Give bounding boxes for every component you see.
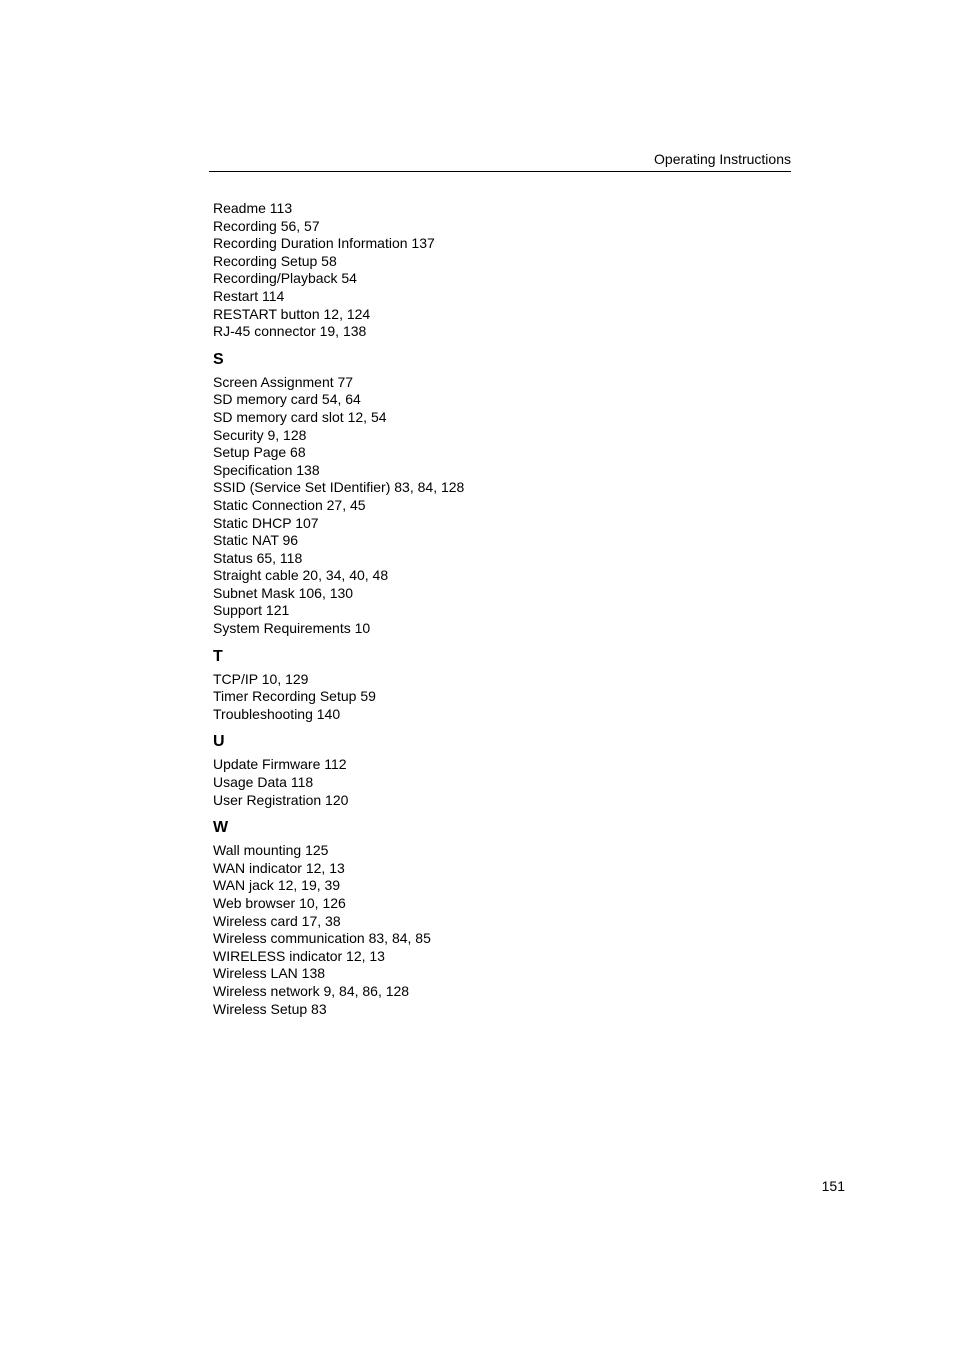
entry-list-w	[213, 842, 773, 1018]
document-title: Operating Instructions	[654, 151, 791, 167]
index-entry: User Registration 120	[213, 791, 349, 808]
index-entry: WIRELESS indicator 12, 13	[213, 947, 385, 964]
index-entry: Subnet Mask 106, 130	[213, 584, 354, 601]
index-section-r	[213, 200, 773, 341]
index-entry: Straight cable 20, 34, 40, 48	[213, 567, 389, 584]
index-entry: Troubleshooting 140	[213, 705, 341, 722]
index-entry: Wall mounting 125	[213, 842, 329, 859]
index-entry: Wireless LAN 138	[213, 965, 326, 982]
index-entry: WAN indicator 12, 13	[213, 859, 345, 876]
index-entry: Screen Assignment 77	[213, 373, 354, 390]
entry-list-u	[213, 756, 773, 809]
index-section-w	[213, 819, 773, 1018]
index-entry: Web browser 10, 126	[213, 895, 346, 911]
index-entry: Wireless communication 83, 84, 85	[213, 930, 431, 947]
index-entry: Readme 113	[213, 200, 293, 216]
index-entry: RJ-45 connector 19, 138	[213, 323, 367, 340]
index-body	[213, 200, 773, 1018]
section-letter-u: U	[213, 733, 225, 751]
index-entry: Recording Setup 58	[213, 252, 337, 269]
section-letter-w: W	[213, 819, 229, 837]
index-entry: WAN jack 12, 19, 39	[213, 877, 341, 894]
index-entry: Recording/Playback 54	[213, 270, 357, 287]
index-section-u	[213, 733, 773, 809]
entry-list-t	[213, 671, 773, 724]
index-entry: Wireless Setup 83	[213, 1000, 327, 1017]
index-entry: Recording 56, 57	[213, 217, 320, 234]
index-entry: Setup Page 68	[213, 444, 306, 461]
index-entry: RESTART button 12, 124	[213, 305, 371, 322]
index-section-t	[213, 648, 773, 724]
index-entry: Status 65, 118	[213, 549, 303, 566]
index-entry: Specification 138	[213, 461, 320, 478]
index-entry: Wireless card 17, 38	[213, 912, 341, 929]
page-number: 151	[821, 1178, 845, 1194]
index-entry: Static Connection 27, 45	[213, 496, 366, 513]
index-entry: Recording Duration Information 137	[213, 235, 435, 252]
index-entry: SD memory card slot 12, 54	[213, 408, 387, 425]
section-letter-t: T	[213, 647, 223, 665]
index-entry: Update Firmware 112	[213, 756, 347, 773]
index-entry: Static DHCP 107	[213, 514, 319, 531]
index-section-s	[213, 351, 773, 638]
index-entry: System Requirements 10	[213, 620, 371, 637]
index-entry: Security 9, 128	[213, 426, 307, 443]
index-entry: TCP/IP 10, 129	[213, 670, 309, 687]
section-letter-s: S	[213, 350, 224, 368]
running-header	[209, 150, 791, 172]
index-entry: Restart 114	[213, 287, 285, 304]
entry-list-r	[213, 200, 773, 341]
index-entry: Wireless network 9, 84, 86, 128	[213, 982, 410, 999]
index-entry: Usage Data 118	[213, 774, 314, 791]
index-entry: SSID (Service Set IDentifier) 83, 84, 128	[213, 479, 465, 496]
index-entry: SD memory card 54, 64	[213, 391, 361, 408]
index-entry: Timer Recording Setup 59	[213, 688, 376, 705]
index-entry: Support 121	[213, 602, 290, 619]
index-entry: Static NAT 96	[213, 532, 299, 549]
entry-list-s	[213, 374, 773, 638]
